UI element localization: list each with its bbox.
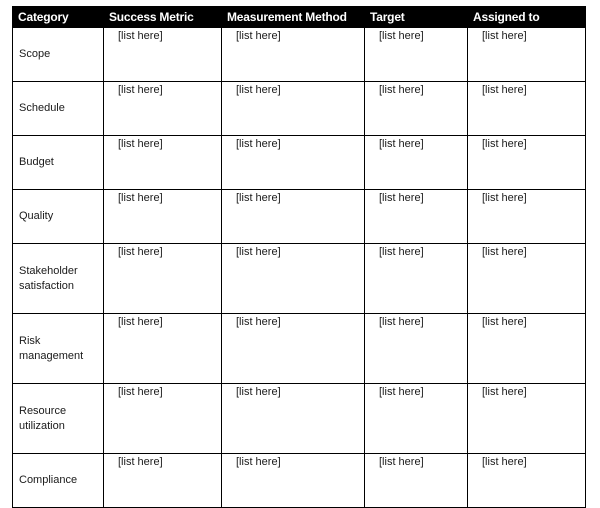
row-category: Scope <box>13 28 104 82</box>
table-cell[interactable]: [list here] <box>104 82 222 136</box>
header-category: Category <box>13 7 104 28</box>
table-cell[interactable]: [list here] <box>365 82 468 136</box>
header-measurement-method: Measurement Method <box>222 7 365 28</box>
table-cell[interactable]: [list here] <box>104 136 222 190</box>
table-cell[interactable]: [list here] <box>365 244 468 314</box>
table-row <box>13 28 586 82</box>
table-cell[interactable]: [list here] <box>468 384 586 454</box>
table-cell[interactable]: [list here] <box>365 454 468 508</box>
table-cell[interactable]: [list here] <box>468 28 586 82</box>
row-category: Risk management <box>13 314 104 384</box>
table-cell[interactable]: [list here] <box>365 190 468 244</box>
table-cell[interactable]: [list here] <box>365 28 468 82</box>
table-row <box>13 384 586 454</box>
table-cell[interactable]: [list here] <box>222 244 365 314</box>
table-row <box>13 136 586 190</box>
row-category: Stakeholder satisfaction <box>13 244 104 314</box>
table-cell[interactable]: [list here] <box>104 454 222 508</box>
metrics-table <box>12 6 586 508</box>
table-row <box>13 454 586 508</box>
table-cell[interactable]: [list here] <box>222 314 365 384</box>
table-cell[interactable]: [list here] <box>222 28 365 82</box>
table-cell[interactable]: [list here] <box>222 384 365 454</box>
row-category: Budget <box>13 136 104 190</box>
row-category: Resource utilization <box>13 384 104 454</box>
table-cell[interactable]: [list here] <box>468 454 586 508</box>
table-cell[interactable]: [list here] <box>468 136 586 190</box>
row-category: Schedule <box>13 82 104 136</box>
table-cell[interactable]: [list here] <box>222 190 365 244</box>
row-category: Quality <box>13 190 104 244</box>
table-cell[interactable]: [list here] <box>468 244 586 314</box>
header-success-metric: Success Metric <box>104 7 222 28</box>
table-cell[interactable]: [list here] <box>222 136 365 190</box>
header-assigned-to: Assigned to <box>468 7 586 28</box>
table-row <box>13 244 586 314</box>
table-cell[interactable]: [list here] <box>104 190 222 244</box>
table-cell[interactable]: [list here] <box>468 190 586 244</box>
table-cell[interactable]: [list here] <box>104 384 222 454</box>
table-row <box>13 82 586 136</box>
table-cell[interactable]: [list here] <box>222 82 365 136</box>
table-header-row <box>13 7 586 28</box>
table-cell[interactable]: [list here] <box>104 314 222 384</box>
table-cell[interactable]: [list here] <box>365 136 468 190</box>
table-row <box>13 314 586 384</box>
table-cell[interactable]: [list here] <box>104 28 222 82</box>
table-cell[interactable]: [list here] <box>222 454 365 508</box>
table-cell[interactable]: [list here] <box>104 244 222 314</box>
table-cell[interactable]: [list here] <box>468 82 586 136</box>
row-category: Compliance <box>13 454 104 508</box>
table-cell[interactable]: [list here] <box>365 384 468 454</box>
table-cell[interactable]: [list here] <box>468 314 586 384</box>
header-target: Target <box>365 7 468 28</box>
table-row <box>13 190 586 244</box>
table-cell[interactable]: [list here] <box>365 314 468 384</box>
